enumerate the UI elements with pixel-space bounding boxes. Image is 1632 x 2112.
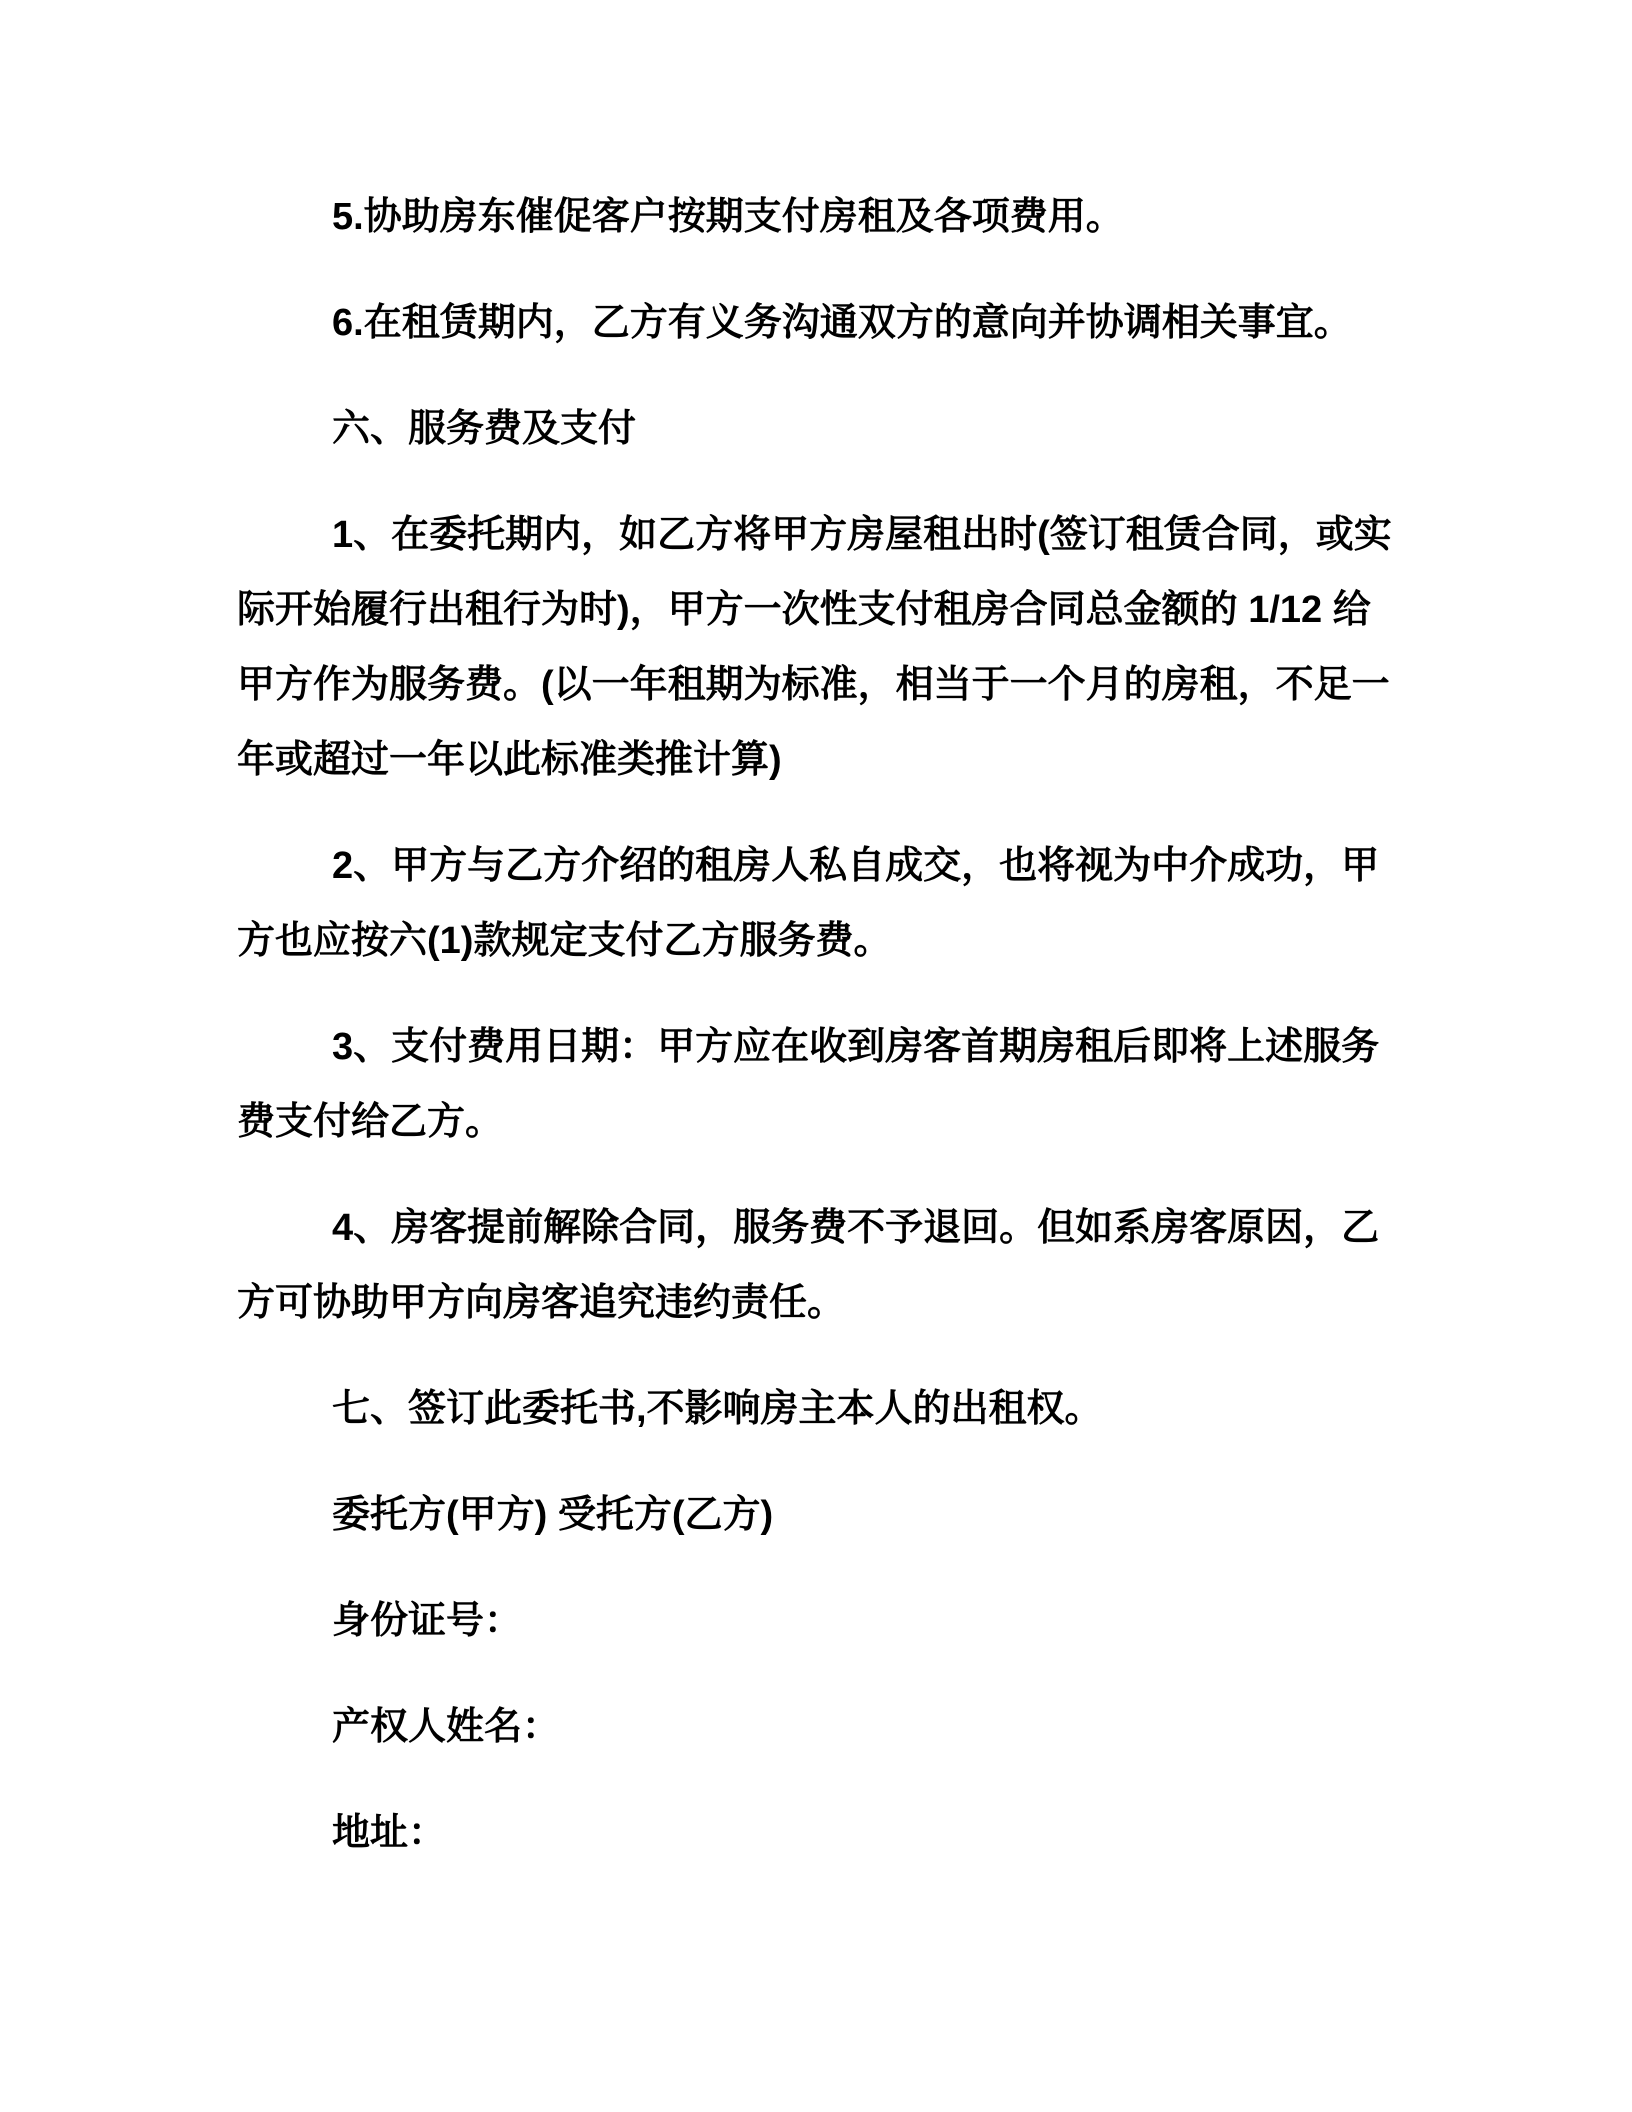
section-six-heading: 六、服务费及支付 [332, 408, 637, 450]
owner-name-label-line: 产权人姓名： [332, 1706, 561, 1748]
address-label-line: 地址： [332, 1812, 447, 1854]
fee-clause-3-paragraph: 3、支付费用日期：甲方应在收到房客首期房租后即将上述服务费支付给乙方。 [237, 1026, 1380, 1143]
id-number-label-line: 身份证号： [332, 1600, 523, 1642]
fee-clause-2-paragraph: 2、甲方与乙方介绍的租房人私自成交，也将视为中介成功，甲方也应按六(1)款规定支付乙方服务费。 [237, 845, 1380, 962]
fee-clause-1-paragraph: 1、在委托期内，如乙方将甲方房屋租出时(签订租赁合同，或实际开始履行出租行为时)，甲方一次性支付租房合同总金额的 1/12 给甲方作为服务费。(以一年租期为标准，相当于一个月的房租，不足一年或超过一年以此标准类推计算) [237, 514, 1392, 781]
clause-6-paragraph: 6.在租赁期内，乙方有义务沟通双方的意向并协调相关事宜。 [332, 302, 1352, 344]
parties-signature-line: 委托方(甲方) 受托方(乙方) [332, 1494, 774, 1536]
clause-5-paragraph: 5.协助房东催促客户按期支付房租及各项费用。 [332, 196, 1124, 238]
fee-clause-4-paragraph: 4、房客提前解除合同，服务费不予退回。但如系房客原因，乙方可协助甲方向房客追究违约责任。 [237, 1207, 1380, 1324]
section-seven-paragraph: 七、签订此委托书,不影响房主本人的出租权。 [332, 1388, 1103, 1430]
